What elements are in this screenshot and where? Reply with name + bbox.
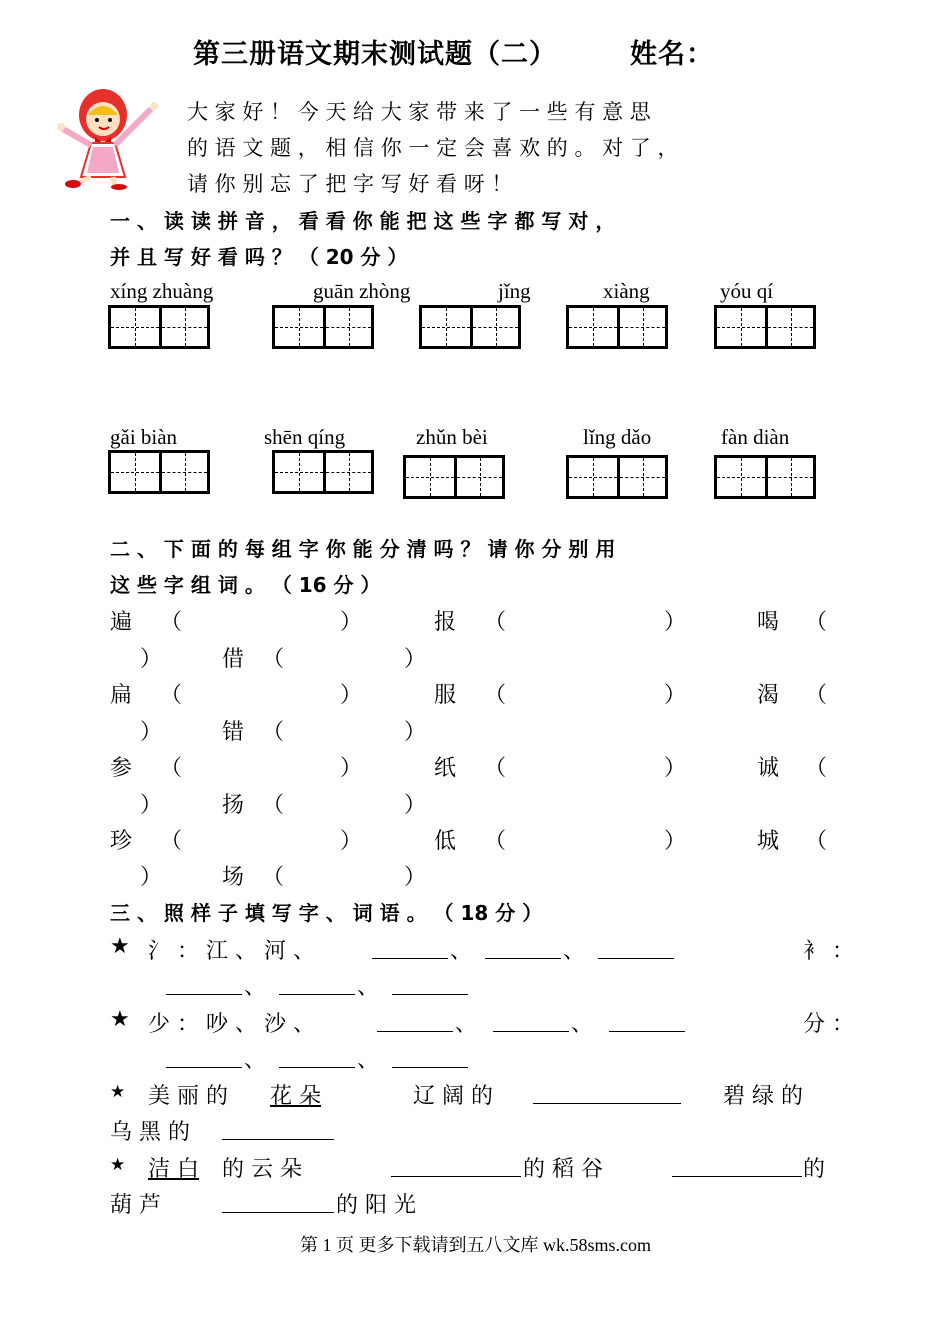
radical-example: 少 ： 吵 、 沙 、 (148, 1012, 315, 1037)
writing-grid[interactable] (108, 305, 210, 349)
answer-blank[interactable] (391, 1154, 521, 1177)
phrase-text: 的 阳 光 (336, 1193, 416, 1218)
pinyin-label: fàn diàn (721, 425, 790, 449)
separator: 、 (244, 975, 267, 1000)
separator: 、 (244, 1048, 267, 1073)
char-item: 喝 (757, 610, 780, 635)
paren-close: ） (664, 756, 687, 781)
paren-close: ） (140, 647, 163, 672)
char-item: 遍 (110, 610, 133, 635)
star-icon: ★ (110, 1155, 126, 1175)
phrase-text: 的 稻 谷 (523, 1157, 603, 1182)
separator: 、 (571, 1012, 594, 1037)
paren-close: ） (404, 865, 427, 890)
writing-grid[interactable] (403, 455, 505, 499)
pinyin-label: lǐng dǎo (583, 425, 652, 449)
answer-blank[interactable] (222, 1117, 334, 1140)
phrase-text: 乌 黑 的 (110, 1120, 190, 1145)
name-label: 姓名： (630, 39, 714, 70)
answer-blank[interactable] (166, 972, 242, 995)
char-item: 报 (434, 610, 457, 635)
paren-open: （ (805, 756, 828, 781)
writing-grid[interactable] (108, 450, 210, 494)
pinyin-label: xiàng (603, 279, 650, 303)
pinyin-label: jǐng (498, 279, 531, 303)
char-item: 服 (434, 683, 457, 708)
char-item: 诚 (757, 756, 780, 781)
separator: 、 (450, 939, 473, 964)
separator: 、 (455, 1012, 478, 1037)
writing-grid[interactable] (272, 305, 374, 349)
answer-blank[interactable] (377, 1009, 453, 1032)
paren-open: （ (262, 647, 285, 672)
paren-close: ） (404, 647, 427, 672)
section2-heading-line-2: 这 些 字 组 词 。 （ 16 分 ） (110, 573, 381, 597)
paren-open: （ (805, 683, 828, 708)
paren-close: ） (664, 683, 687, 708)
paren-close: ） (664, 610, 687, 635)
answer-blank[interactable] (392, 1045, 468, 1068)
example-word: 洁 白 (148, 1157, 199, 1182)
answer-blank[interactable] (672, 1154, 802, 1177)
phrase-text: 美 丽 的 (148, 1084, 228, 1109)
paren-open: （ (805, 610, 828, 635)
greeting-line-3: 请 你 别 忘 了 把 字 写 好 看 呀 ！ (187, 172, 513, 196)
answer-blank[interactable] (485, 936, 561, 959)
char-item: 城 (757, 829, 780, 854)
pinyin-label: zhǔn bèi (416, 425, 488, 449)
writing-grid[interactable] (714, 305, 816, 349)
pinyin-label: shēn qíng (264, 425, 346, 449)
answer-blank[interactable] (609, 1009, 685, 1032)
radical-label: 分 ： (803, 1012, 854, 1037)
writing-grid[interactable] (714, 455, 816, 499)
paren-open: （ (484, 756, 507, 781)
star-icon: ★ (110, 934, 130, 959)
star-icon: ★ (110, 1082, 126, 1102)
char-item: 扬 (222, 793, 245, 818)
paren-open: （ (160, 829, 183, 854)
paren-open: （ (160, 756, 183, 781)
paren-close: ） (664, 829, 687, 854)
radical-label: 衤 ： (803, 939, 854, 964)
paren-open: （ (484, 829, 507, 854)
section3-heading: 三 、 照 样 子 填 写 字 、 词 语 。 （ 18 分 ） (110, 901, 543, 925)
char-item: 纸 (434, 756, 457, 781)
paren-open: （ (484, 610, 507, 635)
writing-grid[interactable] (419, 305, 521, 349)
phrase-text: 碧 绿 的 (723, 1084, 803, 1109)
char-item: 场 (222, 865, 245, 890)
paren-close: ） (140, 793, 163, 818)
cartoon-girl-illustration (55, 85, 165, 190)
paren-close: ） (340, 683, 363, 708)
answer-blank[interactable] (392, 972, 468, 995)
paren-close: ） (340, 610, 363, 635)
greeting-line-2: 的 语 文 题 ， 相 信 你 一 定 会 喜 欢 的 。 对 了 ， (187, 136, 679, 160)
phrase-text: 的 云 朵 (222, 1157, 302, 1182)
paren-open: （ (262, 720, 285, 745)
writing-grid[interactable] (272, 450, 374, 494)
answer-blank[interactable] (493, 1009, 569, 1032)
section1-heading-line-1: 一 、 读 读 拼 音 ， 看 看 你 能 把 这 些 字 都 写 对 ， (110, 209, 616, 233)
char-item: 借 (222, 647, 245, 672)
char-item: 参 (110, 756, 133, 781)
answer-blank[interactable] (279, 1045, 355, 1068)
char-item: 渴 (757, 683, 780, 708)
paren-open: （ (805, 829, 828, 854)
paren-open: （ (484, 683, 507, 708)
paren-close: ） (140, 865, 163, 890)
char-item: 扁 (110, 683, 133, 708)
star-icon: ★ (110, 1007, 130, 1032)
char-item: 低 (434, 829, 457, 854)
paren-open: （ (160, 683, 183, 708)
example-word: 花 朵 (270, 1084, 321, 1109)
writing-grid[interactable] (566, 455, 668, 499)
writing-grid[interactable] (566, 305, 668, 349)
answer-blank[interactable] (533, 1081, 681, 1104)
paren-open: （ (160, 610, 183, 635)
separator: 、 (357, 1048, 380, 1073)
char-item: 珍 (110, 829, 133, 854)
section2-heading-line-1: 二 、 下 面 的 每 组 字 你 能 分 清 吗 ？ 请 你 分 别 用 (110, 537, 616, 561)
paren-open: （ (262, 865, 285, 890)
radical-example: 氵 ： 江 、 河 、 (148, 939, 315, 964)
pinyin-label: gǎi biàn (110, 425, 178, 449)
separator: 、 (563, 939, 586, 964)
paren-close: ） (404, 720, 427, 745)
separator: 、 (357, 975, 380, 1000)
paren-close: ） (404, 793, 427, 818)
char-item: 错 (222, 720, 245, 745)
greeting-line-1: 大 家 好 ！ 今 天 给 大 家 带 来 了 一 些 有 意 思 (187, 100, 651, 124)
answer-blank[interactable] (598, 936, 674, 959)
pinyin-label: yóu qí (720, 279, 774, 303)
paren-open: （ (262, 793, 285, 818)
phrase-text: 的 (803, 1157, 826, 1182)
answer-blank[interactable] (166, 1045, 242, 1068)
paren-close: ） (140, 720, 163, 745)
answer-blank[interactable] (372, 936, 448, 959)
section1-heading-line-2: 并 且 写 好 看 吗 ？ （ 20 分 ） (110, 245, 408, 269)
paren-close: ） (340, 829, 363, 854)
phrase-text: 葫 芦 (110, 1193, 161, 1218)
page-title: 第三册语文期末测试题（二） (193, 39, 557, 70)
paren-close: ） (340, 756, 363, 781)
pinyin-label: xíng zhuàng (110, 279, 214, 303)
answer-blank[interactable] (279, 972, 355, 995)
page-footer: 第 1 页 更多下载请到五八文库 wk.58sms.com (300, 1235, 651, 1255)
answer-blank[interactable] (222, 1190, 334, 1213)
pinyin-label: guān zhòng (313, 279, 411, 303)
phrase-text: 辽 阔 的 (413, 1084, 493, 1109)
